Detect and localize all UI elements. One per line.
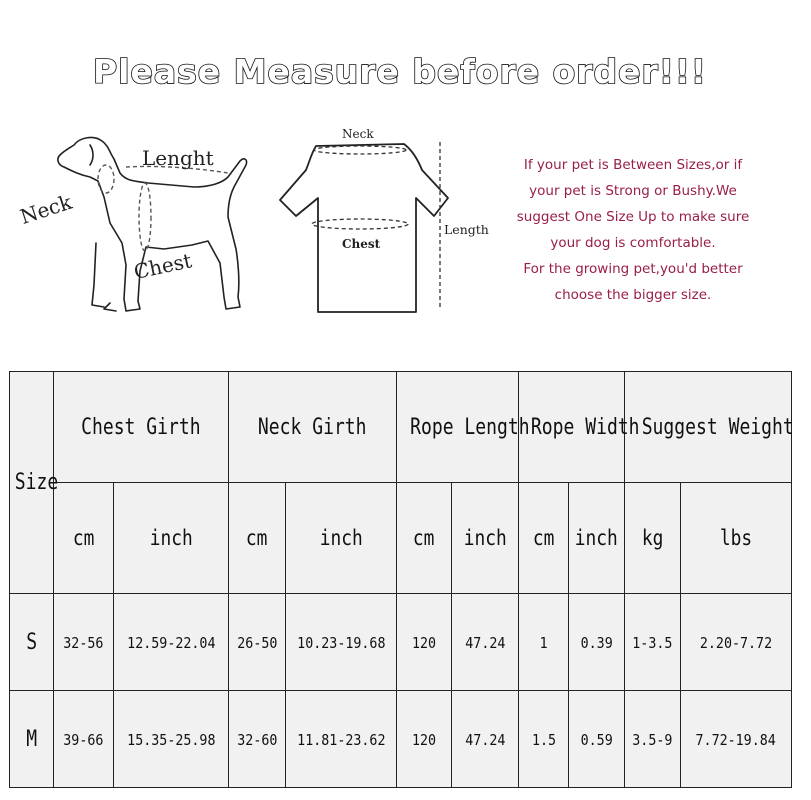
size-cell xyxy=(10,594,54,691)
value-cell xyxy=(54,594,114,691)
unit-cell xyxy=(625,483,681,594)
page-headline: Please Measure before order!!! xyxy=(93,52,707,91)
unit-cell xyxy=(681,483,792,594)
value: 7.72-19.84 xyxy=(695,730,777,749)
value: 0.39 xyxy=(580,633,613,652)
size-label: M xyxy=(26,726,37,752)
size-header-cell xyxy=(10,372,59,594)
shirt-length-label: Length xyxy=(444,222,489,237)
value-cell xyxy=(625,691,681,788)
group-header-rope-length xyxy=(397,372,530,483)
value: 12.59-22.04 xyxy=(126,633,216,652)
group-label: Neck Girth xyxy=(258,414,367,440)
value: 1-3.5 xyxy=(632,633,673,652)
unit-label: inch xyxy=(149,526,193,550)
value: 26-50 xyxy=(236,633,278,652)
value: 120 xyxy=(411,730,437,749)
unit-label: inch xyxy=(319,526,363,550)
unit-label: cm xyxy=(532,526,555,550)
value-cell xyxy=(114,691,229,788)
value: 1 xyxy=(539,633,548,652)
shirt-neck-label: Neck xyxy=(342,127,374,141)
value-cell xyxy=(625,594,681,691)
unit-cell xyxy=(54,483,114,594)
value: 0.59 xyxy=(580,730,613,749)
unit-label: lbs xyxy=(719,526,753,550)
size-header: Size xyxy=(14,470,59,495)
note-line: For the growing pet,you'd better xyxy=(523,261,743,277)
dog-measure-lines xyxy=(98,165,228,251)
group-label: Chest Girth xyxy=(81,414,201,440)
value: 1.5 xyxy=(531,730,556,749)
value-cell xyxy=(681,594,792,691)
unit-label: cm xyxy=(246,526,268,550)
sizing-advice-note xyxy=(498,152,768,308)
unit-cell xyxy=(569,483,625,594)
shirt-outline-icon xyxy=(280,144,448,312)
value-cell xyxy=(397,594,452,691)
value-cell xyxy=(286,691,397,788)
shirt-chest-label: Chest xyxy=(342,237,381,251)
value-cell xyxy=(569,691,625,788)
unit-label: cm xyxy=(413,526,435,550)
value-cell xyxy=(452,691,519,788)
value: 10.23-19.68 xyxy=(296,633,386,652)
table-row xyxy=(10,691,792,788)
value: 32-60 xyxy=(236,730,278,749)
dog-measure-figure xyxy=(14,125,274,325)
value: 15.35-25.98 xyxy=(126,730,216,749)
value-cell xyxy=(681,691,792,788)
unit-header-row xyxy=(10,483,792,594)
value-cell xyxy=(569,594,625,691)
note-line: choose the bigger size. xyxy=(554,287,712,303)
value-cell xyxy=(286,594,397,691)
value: 47.24 xyxy=(464,633,506,652)
dog-chest-label: Chest xyxy=(131,248,194,284)
value-cell xyxy=(229,594,286,691)
dog-neck-label: Neck xyxy=(17,189,75,229)
value: 2.20-7.72 xyxy=(699,633,773,652)
unit-cell xyxy=(397,483,452,594)
group-header-chest xyxy=(54,372,229,483)
unit-label: cm xyxy=(72,526,95,550)
size-label: S xyxy=(26,629,37,655)
unit-label: inch xyxy=(463,526,507,550)
group-header-neck xyxy=(229,372,397,483)
value: 3.5-9 xyxy=(632,730,673,749)
note-line: suggest One Size Up to make sure xyxy=(516,209,750,225)
group-label: Rope Width xyxy=(530,414,640,440)
group-label: Rope Length xyxy=(410,414,530,440)
value: 120 xyxy=(411,633,437,652)
group-header-row xyxy=(10,372,792,483)
table-row xyxy=(10,594,792,691)
value-cell xyxy=(519,691,569,788)
unit-cell xyxy=(286,483,397,594)
unit-label: kg xyxy=(641,526,664,550)
size-cell xyxy=(10,691,54,788)
value-cell xyxy=(229,691,286,788)
dog-length-label: Lenght xyxy=(142,146,214,170)
value-cell xyxy=(54,691,114,788)
value: 11.81-23.62 xyxy=(296,730,386,749)
shirt-measure-figure xyxy=(272,120,492,320)
unit-cell xyxy=(519,483,569,594)
note-line: your dog is comfortable. xyxy=(550,235,716,251)
value-cell xyxy=(452,594,519,691)
unit-cell xyxy=(452,483,519,594)
value-cell xyxy=(519,594,569,691)
group-header-weight xyxy=(625,372,792,483)
size-chart-table xyxy=(9,371,792,788)
value-cell xyxy=(397,691,452,788)
value-cell xyxy=(114,594,229,691)
group-header-rope-width xyxy=(519,372,640,483)
note-line: your pet is Strong or Bushy.We xyxy=(529,183,737,199)
note-line: If your pet is Between Sizes,or if xyxy=(523,157,743,173)
value: 47.24 xyxy=(464,730,506,749)
value: 32-56 xyxy=(63,633,104,652)
unit-cell xyxy=(114,483,229,594)
value: 39-66 xyxy=(63,730,104,749)
unit-cell xyxy=(229,483,286,594)
group-label: Suggest Weight xyxy=(641,414,794,440)
unit-label: inch xyxy=(575,526,619,550)
